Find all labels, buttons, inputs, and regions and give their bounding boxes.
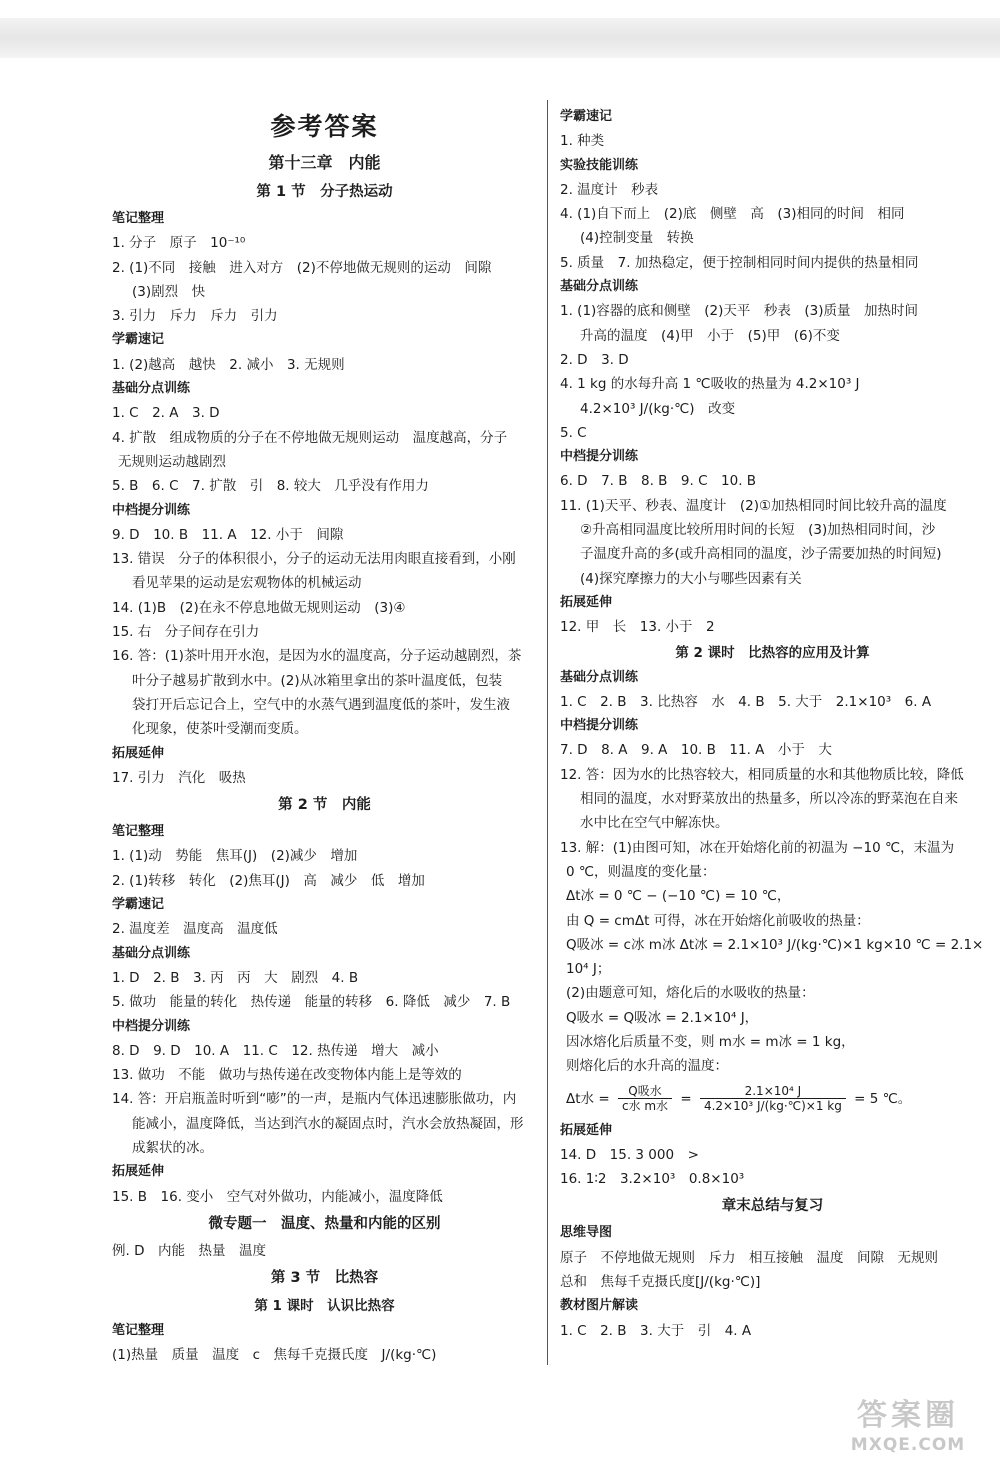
answer-line: 4.2×10³ J/(kg·℃) 改变 xyxy=(580,400,736,417)
answer-line: 4. 扩散 组成物质的分子在不停地做无规则运动 温度越高，分子 xyxy=(112,429,508,446)
answer-line: 5. 质量 7. 加热稳定，便于控制相同时间内提供的热量相同 xyxy=(560,254,919,271)
answer-line: 13. 解：(1)由图可知，冰在开始熔化前的初温为 −10 ℃，末温为 xyxy=(560,839,955,856)
answer-line: 1. 分子 原子 10⁻¹⁰ xyxy=(112,235,246,252)
right-column xyxy=(560,105,985,1343)
answer-line: 1. (1)动 势能 焦耳(J) (2)减少 增加 xyxy=(112,848,358,865)
answer-line: 16. 答：(1)茶叶用开水泡，是因为水的温度高，分子运动越剧烈，茶 xyxy=(112,648,522,665)
answer-line: 8. D 9. D 10. A 11. C 12. 热传递 增大 减小 xyxy=(112,1042,439,1059)
answer-line: 9. D 10. B 11. A 12. 小于 间隙 xyxy=(112,526,344,543)
answer-line: 4. 1 kg 的水每升高 1 ℃吸收的热量为 4.2×10³ J xyxy=(560,376,860,393)
answer-line: 12. 答：因为水的比热容较大，相同质量的水和其他物质比较，降低 xyxy=(560,766,964,783)
answer-line: 2. 温度计 秒表 xyxy=(560,181,659,198)
answer-line: 5. C xyxy=(560,424,587,441)
answer-line: (1)热量 质量 温度 c 焦每千克摄氏度 J/(kg·℃) xyxy=(112,1347,437,1364)
fraction xyxy=(618,1084,672,1113)
answer-line: 3. 引力 斥力 斥力 引力 xyxy=(112,308,278,325)
answer-line: 15. 右 分子间存在引力 xyxy=(112,624,260,641)
subheading: 中档提分训练 xyxy=(112,502,191,518)
subheading: 笔记整理 xyxy=(112,1323,165,1339)
answer-line: 1. C 2. B 3. 大于 引 4. A xyxy=(560,1322,752,1339)
column-divider xyxy=(547,100,548,1365)
subheading: 学霸速记 xyxy=(112,897,165,913)
subheading: 思维导图 xyxy=(560,1225,613,1241)
answer-line: 成絮状的冰。 xyxy=(132,1139,213,1156)
lesson-heading: 第 1 课时 认识比热容 xyxy=(254,1298,395,1315)
answer-line: ②升高相同温度比较所用时间的长短 (3)加热相同时间，沙 xyxy=(580,522,936,539)
formula-equals: = xyxy=(680,1090,692,1107)
answer-line: 2. (1)转移 转化 (2)焦耳(J) 高 减少 低 增加 xyxy=(112,872,425,889)
subheading: 中档提分训练 xyxy=(112,1018,191,1034)
answer-line: 1. (1)容器的底和侧壁 (2)天平 秒表 (3)质量 加热时间 xyxy=(560,303,919,320)
subheading: 教材图片解读 xyxy=(560,1298,639,1314)
formula-line xyxy=(560,1079,985,1119)
answer-line: 由 Q = cmΔt 可得，冰在开始熔化前吸收的热量： xyxy=(566,912,870,929)
answer-line: 13. 做功 不能 做功与热传递在改变物体内能上是等效的 xyxy=(112,1067,462,1084)
answer-line: 14. 答：开启瓶盖时听到“嘭”的一声，是瓶内气体迅速膨胀做功，内 xyxy=(112,1091,517,1108)
subheading: 基础分点训练 xyxy=(112,945,191,961)
answer-line: 6. D 7. B 8. B 9. C 10. B xyxy=(560,473,757,490)
subheading: 学霸速记 xyxy=(560,109,613,124)
subheading: 拓展延伸 xyxy=(560,1122,613,1138)
subheading: 基础分点训练 xyxy=(112,381,191,397)
section-heading: 第 1 节 分子热运动 xyxy=(256,184,393,200)
answer-line: 5. 做功 能量的转化 热传递 能量的转移 6. 降低 减少 7. B xyxy=(112,994,511,1011)
answer-line: 5. B 6. C 7. 扩散 引 8. 较大 几乎没有作用力 xyxy=(112,478,429,495)
subheading: 基础分点训练 xyxy=(560,669,639,685)
page-title: 参考答案 xyxy=(270,112,379,141)
answer-line: 1. C 2. A 3. D xyxy=(112,405,220,422)
subheading: 基础分点训练 xyxy=(560,279,639,295)
subheading: 拓展延伸 xyxy=(112,1164,165,1180)
answer-line: 升高的温度 (4)甲 小于 (5)甲 (6)不变 xyxy=(580,327,840,344)
answer-line: 化现象，使茶叶受潮而变质。 xyxy=(132,721,308,738)
fraction-numerator: Q吸水 xyxy=(618,1084,672,1099)
answer-line: 1. C 2. B 3. 比热容 水 4. B 5. 大于 2.1×10³ 6. A xyxy=(560,693,932,710)
watermark-logo xyxy=(838,1398,978,1468)
answer-line: 例. D 内能 热量 温度 xyxy=(112,1242,266,1259)
answer-line: 能减小，温度降低，当达到汽水的凝固点时，汽水会放热凝固，形 xyxy=(132,1115,524,1132)
answer-line: 相同的温度，水对野菜放出的热量多，所以冷冻的野菜泡在自来 xyxy=(580,791,958,808)
answer-line: 1. (2)越高 越快 2. 减小 3. 无规则 xyxy=(112,356,345,373)
answer-line: 14. (1)B (2)在永不停息地做无规则运动 (3)④ xyxy=(112,599,406,616)
answer-line: (2)由题意可知，熔化后的水吸收的热量： xyxy=(566,985,815,1002)
fraction xyxy=(700,1084,846,1113)
answer-line: 16. 1∶2 3.2×10³ 0.8×10³ xyxy=(560,1171,745,1188)
subheading: 拓展延伸 xyxy=(560,594,613,610)
scan-top-band xyxy=(0,18,1000,58)
answer-line: 叶分子越易扩散到水中。(2)从冰箱里拿出的茶叶温度低，包装 xyxy=(132,672,503,689)
subheading: 学霸速记 xyxy=(112,332,165,348)
fraction-numerator: 2.1×10⁴ J xyxy=(700,1084,846,1099)
answer-line: 袋打开后忘记合上，空气中的水蒸气遇到温度低的茶叶，发生液 xyxy=(132,696,510,713)
subheading: 笔记整理 xyxy=(112,824,165,840)
answer-line: 2. D 3. D xyxy=(560,351,629,368)
fraction-denominator: 4.2×10³ J/(kg·℃)×1 kg xyxy=(703,1099,842,1114)
answer-line: 看见苹果的运动是宏观物体的机械运动 xyxy=(132,575,362,592)
left-column xyxy=(112,105,537,1368)
answer-line: (4)探究摩擦力的大小与哪些因素有关 xyxy=(580,570,802,587)
subheading: 笔记整理 xyxy=(112,211,165,226)
chapter-heading: 第十三章 内能 xyxy=(268,153,381,172)
answer-line: 子温度升高的多(或升高相同的温度，沙子需要加热的时间短) xyxy=(580,546,942,563)
subheading: 拓展延伸 xyxy=(112,745,165,761)
answer-line: Δt冰 = 0 ℃ − (−10 ℃) = 10 ℃， xyxy=(566,888,791,905)
subheading: 中档提分训练 xyxy=(560,449,639,465)
formula-rhs: = 5 ℃。 xyxy=(854,1090,912,1107)
answer-line: 水中比在空气中解冻快。 xyxy=(580,815,729,832)
answer-line: 0 ℃，则温度的变化量： xyxy=(566,863,716,880)
answer-line: 4. (1)自下而上 (2)底 侧壁 高 (3)相同的时间 相同 xyxy=(560,206,905,223)
answer-line: 2. 温度差 温度高 温度低 xyxy=(112,921,278,938)
answer-line: 14. D 15. 3 000 > xyxy=(560,1146,699,1163)
subheading: 中档提分训练 xyxy=(560,718,639,734)
section-heading: 第 3 节 比热容 xyxy=(270,1270,379,1287)
answer-line: 因冰熔化后质量不变，则 m水 = m冰 = 1 kg， xyxy=(566,1033,855,1050)
answer-line: 13. 错误 分子的体积很小，分子的运动无法用肉眼直接看到，小刚 xyxy=(112,551,516,568)
answer-line: 无规则运动越剧烈 xyxy=(118,453,226,470)
answer-line: (4)控制变量 转换 xyxy=(580,230,694,247)
watermark-text: 答案圈 xyxy=(857,1398,959,1433)
answer-line: 总和 焦每千克摄氏度[J/(kg·℃)] xyxy=(560,1274,761,1291)
answer-line: 1. D 2. B 3. 丙 丙 大 剧烈 4. B xyxy=(112,969,359,986)
lesson-heading: 第 2 课时 比热容的应用及计算 xyxy=(675,644,870,661)
answer-line: (3)剧烈 快 xyxy=(132,283,206,300)
topic-heading: 微专题一 温度、热量和内能的区别 xyxy=(208,1215,441,1232)
answer-line: 2. (1)不同 接触 进入对方 (2)不停地做无规则的运动 间隙 xyxy=(112,259,492,276)
answer-line: 11. (1)天平、秒表、温度计 (2)①加热相同时间比较升高的温度 xyxy=(560,497,947,514)
answer-line: 17. 引力 汽化 吸热 xyxy=(112,769,246,786)
subheading: 实验技能训练 xyxy=(560,157,639,173)
answer-line: 10⁴ J； xyxy=(566,961,611,978)
answer-line: 7. D 8. A 9. A 10. B 11. A 小于 大 xyxy=(560,742,832,759)
section-heading: 第 2 节 内能 xyxy=(278,797,371,814)
answer-line: 15. B 16. 变小 空气对外做功，内能减小，温度降低 xyxy=(112,1188,443,1205)
watermark-url: MXQE.COM xyxy=(850,1435,966,1455)
answer-line: Q吸水 = Q吸冰 = 2.1×10⁴ J， xyxy=(566,1009,759,1026)
fraction-denominator: c水 m水 xyxy=(621,1099,669,1114)
answer-line: 1. 种类 xyxy=(560,133,605,150)
answer-line: 原子 不停地做无规则 斥力 相互接触 温度 间隙 无规则 xyxy=(560,1249,938,1266)
answer-line: 12. 甲 长 13. 小于 2 xyxy=(560,619,715,636)
answer-line: 则熔化后的水升高的温度： xyxy=(566,1058,728,1075)
formula-lhs: Δt水 = xyxy=(566,1090,610,1107)
answer-line: Q吸冰 = c冰 m冰 Δt冰 = 2.1×10³ J/(kg·℃)×1 kg×10 ℃ = 2.1× xyxy=(566,936,984,953)
summary-heading: 章末总结与复习 xyxy=(721,1198,824,1215)
